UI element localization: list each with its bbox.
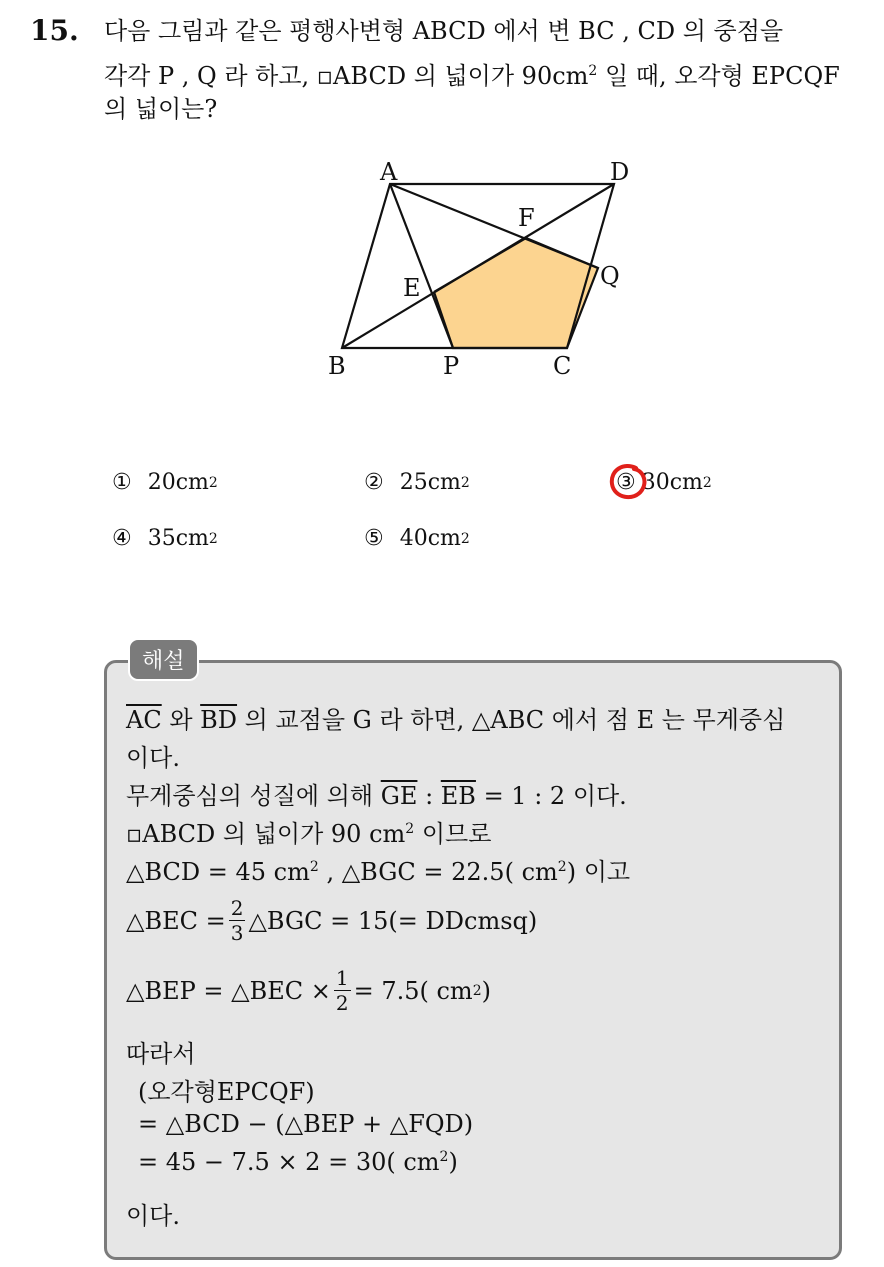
- solution-line-11: = 45 − 7.5 × 2 = 30( $cm^2$): [138, 1148, 458, 1176]
- label-p: P: [443, 352, 460, 380]
- choice-5[interactable]: ⑤ 40cm 2: [364, 526, 470, 551]
- solution-line-4: ▫ABCD 의 넓이가 90 $cm^2$ 이므로: [126, 820, 492, 848]
- solution-line-8: 따라서: [126, 1040, 196, 1068]
- solution-line-5: △BCD = 45 $cm^2$ , △BGC = 22.5( $cm^2$) 이고: [126, 858, 631, 886]
- choice-mark: ③: [616, 470, 636, 495]
- solution-line-1: $\overline{AC}$ 와 $\overline{BD}$ 의 교점을 G 라 하면, △ABC 에서 점 E 는 무게중심: [126, 706, 786, 734]
- choice-2[interactable]: ② 25cm 2: [364, 470, 470, 495]
- question-line-3: 의 넓이는?: [104, 95, 218, 123]
- choice-4[interactable]: ④ 35cm 2: [112, 526, 218, 551]
- solution-line-9: (오각형EPCQF): [138, 1078, 315, 1106]
- label-d: D: [610, 158, 630, 186]
- choice-mark: ②: [364, 470, 384, 495]
- solution-line-6: △BEC = $\frac{2}{3}$ △BGC = 15(= DDcmsq): [126, 896, 538, 945]
- choice-mark: ④: [112, 526, 132, 551]
- parallelogram-figure: [310, 150, 650, 390]
- solution-line-12: 이다.: [126, 1202, 180, 1230]
- question-line-2: 각각 P , Q 라 하고, ▫ABCD 의 넓이가 $90cm^2$ 일 때, 오각형 EPCQF: [104, 62, 840, 90]
- choice-1[interactable]: ① 20cm 2: [112, 470, 218, 495]
- solution-line-2: 이다.: [126, 744, 180, 772]
- label-q: Q: [600, 262, 620, 290]
- label-f: F: [518, 204, 535, 232]
- label-b: B: [328, 352, 346, 380]
- solution-line-10: = △BCD − (△BEP + △FQD): [138, 1110, 474, 1138]
- solution-line-3: 무게중심의 성질에 의해 $\overline{GE}$ : $\overline{EB} = 1$ : 2 이다.: [126, 782, 627, 810]
- label-e: E: [403, 274, 421, 302]
- label-c: C: [553, 352, 572, 380]
- choice-mark: ⑤: [364, 526, 384, 551]
- choice-mark: ①: [112, 470, 132, 495]
- question-line-1: 다음 그림과 같은 평행사변형 ABCD 에서 변 BC , CD 의 중점을: [104, 17, 784, 45]
- fraction-two-thirds: $\frac{2}{3}$: [230, 896, 244, 945]
- solution-tag: 해설: [128, 638, 199, 681]
- solution-line-7: △BEP = △BEC × $\frac{1}{2}$ = 7.5( cm 2 ): [126, 966, 491, 1015]
- fraction-one-half: $\frac{1}{2}$: [335, 966, 349, 1015]
- label-a: A: [380, 158, 398, 186]
- question-number: 15.: [30, 14, 79, 47]
- choice-3[interactable]: ③ 30cm 2: [616, 470, 884, 495]
